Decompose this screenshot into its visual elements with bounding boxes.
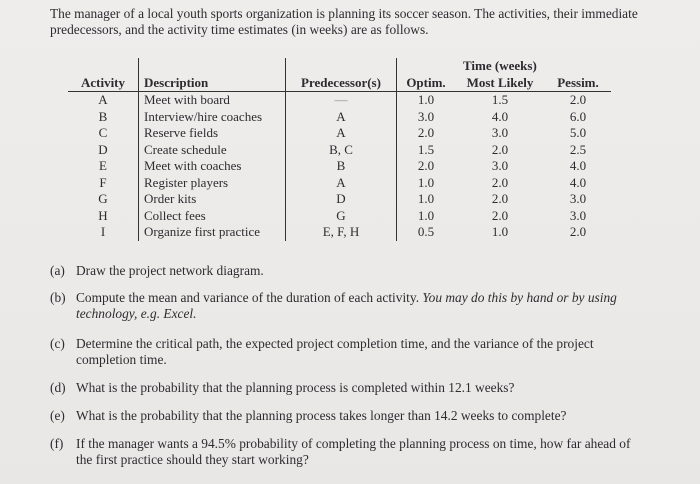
header-most-likely: Most Likely [455,75,545,92]
cell-activity: B [98,108,108,124]
cell-predecessor: B, C [286,142,397,159]
cell-most-likely: 2.0 [491,141,509,157]
question-text: What is the probability that the planning process takes longer than 14.2 weeks to complete? [76,408,567,423]
question-text: Draw the project network diagram. [76,263,264,278]
cell-predecessor: E, F, H [286,224,397,241]
table-row [68,191,611,208]
cell-most-likely: 4.0 [491,108,509,124]
cell-pessimistic: 6.0 [569,108,587,124]
table-row [68,158,611,175]
cell-description: Interview/hire coaches [139,109,286,126]
cell-most-likely: 1.0 [491,224,509,239]
header-pessimistic: Pessim. [545,75,611,92]
table-row [68,125,611,142]
question-text: If the manager wants a 94.5% probability of completing the planning process on time, how far ahead of the first practice should they start working? [76,436,631,467]
cell-description: Create schedule [139,142,286,159]
cell-most-likely: 3.0 [491,125,509,140]
cell-pessimistic: 3.0 [569,191,587,206]
question-label: (b) [50,290,66,305]
cell-predecessor: B [286,158,397,175]
activity-table [68,58,611,241]
cell-predecessor: A [286,125,397,142]
question-label: (c) [50,336,65,351]
cell-activity: C [98,125,108,140]
cell-predecessor: G [286,208,397,225]
cell-predecessor: D [286,191,397,208]
cell-optimistic: 2.0 [397,125,456,142]
cell-optimistic: 1.0 [397,191,456,208]
cell-activity: G [98,191,108,206]
cell-pessimistic: 4.0 [569,174,587,190]
table-row [68,175,611,192]
cell-description: Register players [139,175,286,192]
table-row [68,208,611,225]
cell-pessimistic: 2.0 [569,92,587,107]
cell-optimistic: 3.0 [397,109,456,126]
question-label: (a) [50,263,65,278]
cell-activity: I [100,224,106,239]
cell-optimistic: 1.0 [397,92,456,109]
cell-description: Collect fees [139,208,286,225]
header-description: Description [139,75,286,92]
cell-pessimistic: 2.5 [569,141,587,157]
cell-activity: D [98,141,108,157]
cell-most-likely: 3.0 [491,158,509,173]
cell-activity: E [99,158,107,173]
cell-pessimistic: 3.0 [569,207,587,223]
question-text: Determine the critical path, the expected project completion time, and the variance of the project completion time. [76,336,594,367]
intro-paragraph: The manager of a local youth sports organization is planning its soccer season. The activities, their immediate predecessors, and the activity time estimates (in weeks) are as follows. [50,6,638,37]
cell-optimistic: 2.0 [397,158,456,175]
header-predecessor: Predecessor(s) [286,75,397,92]
cell-pessimistic: 5.0 [569,125,587,140]
cell-optimistic: 1.5 [397,142,456,159]
cell-predecessor: — [286,92,397,109]
cell-most-likely: 1.5 [491,92,509,107]
time-group-header: Time (weeks) [463,58,537,73]
cell-pessimistic: 2.0 [569,224,587,239]
table-row [68,109,611,126]
question-text: What is the probability that the planning process is completed within 12.1 weeks? [76,380,515,395]
cell-most-likely: 2.0 [491,174,509,190]
question-label: (d) [50,380,66,395]
cell-predecessor: A [286,109,397,126]
header-activity: Activity [68,75,139,92]
cell-activity: F [99,174,107,190]
table-row [68,224,611,241]
question-text: Compute the mean and variance of the duration of each activity. You may do this by hand or by using technology, e.g. Excel. [76,290,617,321]
cell-predecessor: A [286,175,397,192]
cell-description: Reserve fields [139,125,286,142]
cell-optimistic: 1.0 [397,175,456,192]
cell-description: Meet with board [139,92,286,109]
cell-optimistic: 0.5 [397,224,456,241]
cell-description: Order kits [139,191,286,208]
cell-pessimistic: 4.0 [569,158,587,173]
cell-most-likely: 2.0 [491,191,509,206]
cell-description: Organize first practice [139,224,286,241]
cell-description: Meet with coaches [139,158,286,175]
question-label: (f) [50,436,64,451]
cell-activity: A [98,92,108,107]
table-row [68,92,611,109]
table-header-row [68,75,611,92]
cell-optimistic: 1.0 [397,208,456,225]
header-optimistic: Optim. [397,75,456,92]
cell-most-likely: 2.0 [491,207,509,223]
question-label: (e) [50,408,65,423]
table-row [68,142,611,159]
cell-activity: H [98,207,108,223]
table-header-group-row [68,58,611,75]
